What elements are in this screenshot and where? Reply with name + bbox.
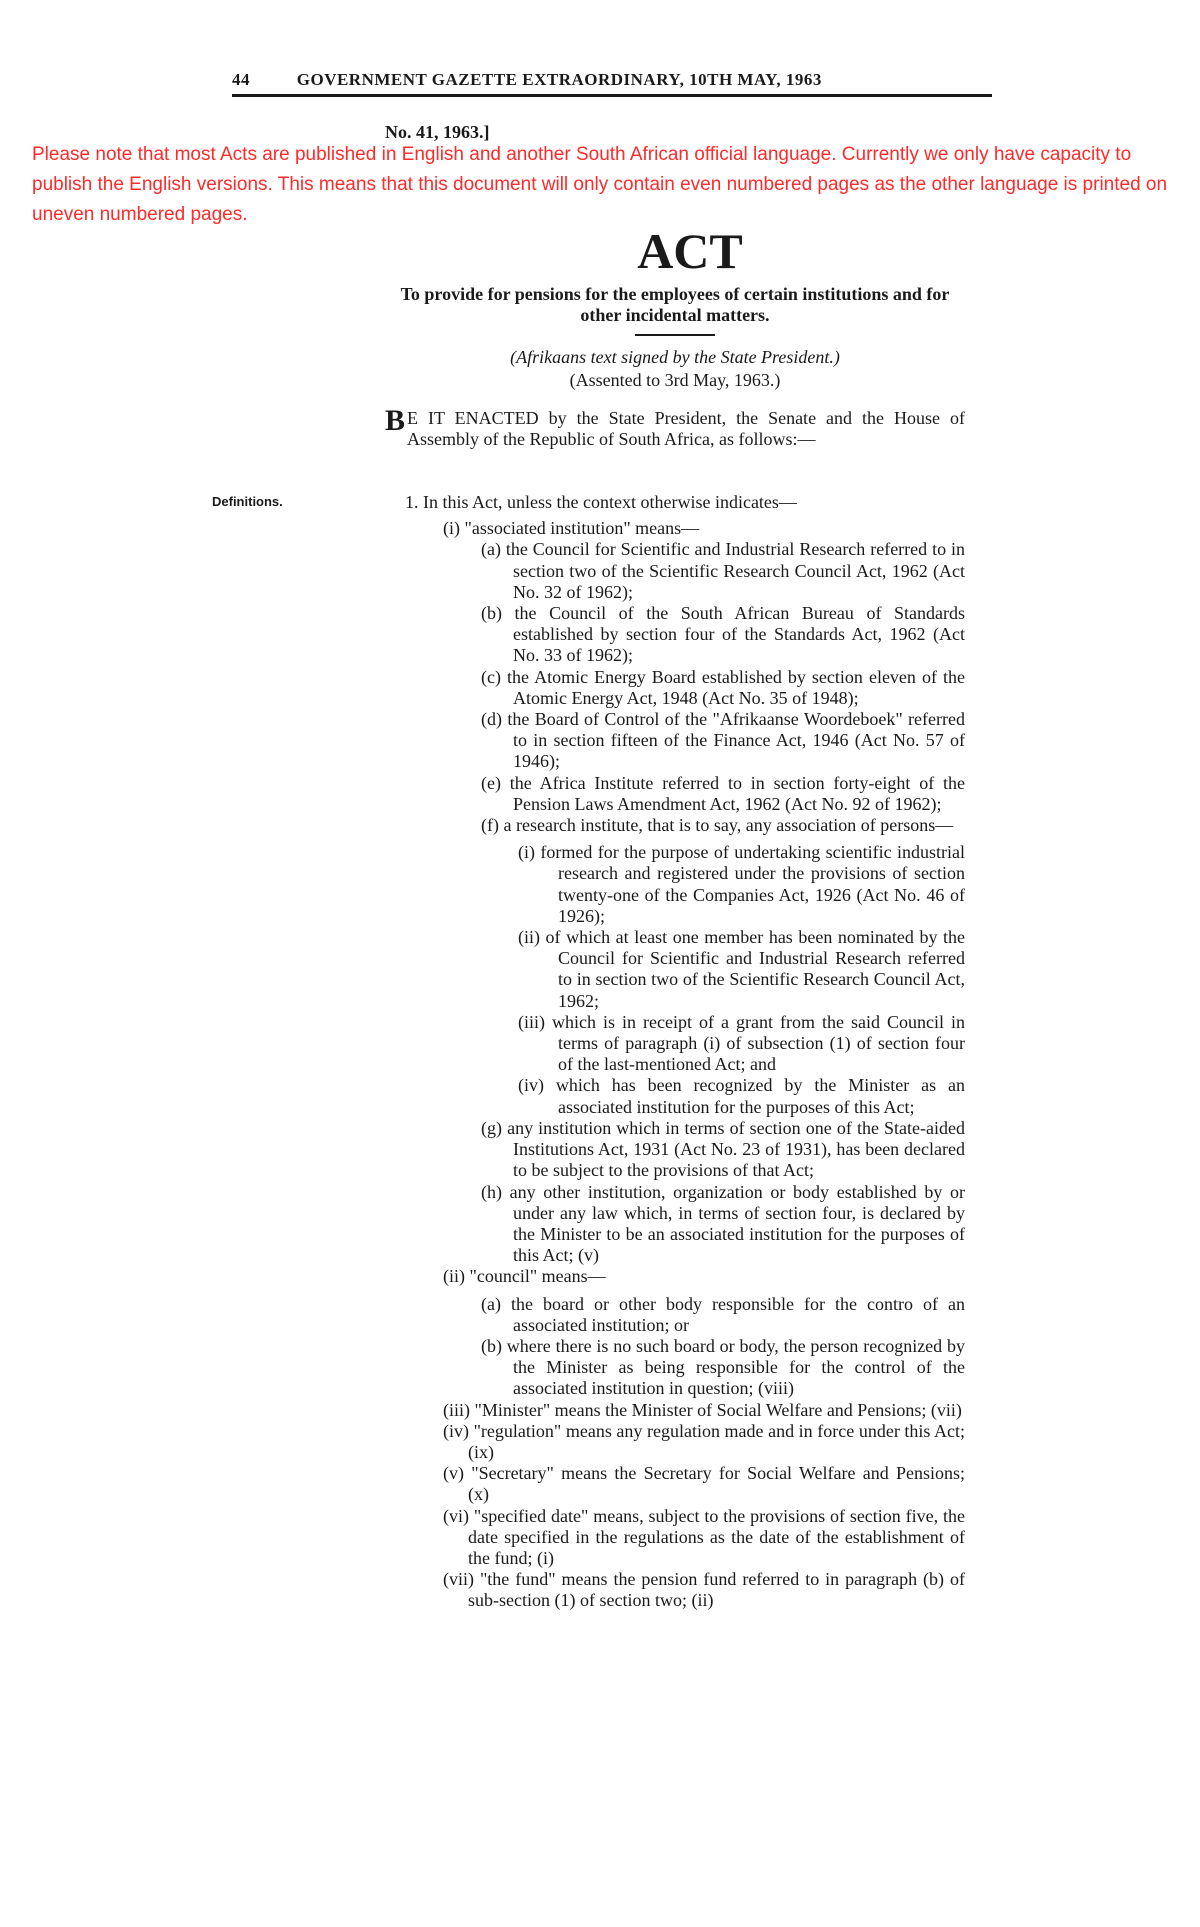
definition-paragraph: (b) the Council of the South African Bureau of Standards established by section four of the Standards Act, 1962 (Act No. 33 of 1962); (481, 603, 965, 666)
page-number: 44 (232, 70, 250, 89)
act-number: No. 41, 1963.] (385, 122, 490, 142)
definition-paragraph: (v) "Secretary" means the Secretary for Social Welfare and Pensions; (x) (443, 1463, 965, 1505)
drop-cap: B (385, 404, 406, 437)
long-title: To provide for pensions for the employees of certain institutions and for other incidental matters. (400, 284, 950, 325)
definition-paragraph: (f) a research institute, that is to say, any association of persons— (481, 815, 954, 836)
definition-paragraph: (iv) which has been recognized by the Minister as an associated institution for the purposes of this Act; (518, 1075, 965, 1117)
definition-paragraph: (c) the Atomic Energy Board established by section eleven of the Atomic Energy Act, 1948 (Act No. 35 of 1948); (481, 666, 965, 708)
enacting-text: E IT ENACTED by the State President, the Senate and the House of Assembly of the Republic of South Africa, as follows:— (407, 408, 965, 449)
enacting-clause (385, 404, 965, 450)
section-body (405, 492, 965, 1612)
definition-paragraph: (a) the Council for Scientific and Industrial Research referred to in section two of the Scientific Research Council Act, 1962 (Act No. 32 of 1962); (481, 539, 965, 602)
definition-paragraph: (iii) which is in receipt of a grant from the said Council in terms of paragraph (i) of subsection (1) of section four of the last-mentioned Act; and (518, 1011, 965, 1075)
act-title: ACT (637, 223, 743, 279)
language-notice: Please note that most Acts are published in English and another South African official language. Currently we only have capacity to publish the English versions. This means that this document will only contain even numbered pages as the other language is printed on uneven numbered pages. (32, 144, 1168, 225)
gazette-header (232, 70, 992, 90)
definitions-list (405, 518, 965, 1611)
definition-paragraph: (vii) "the fund" means the pension fund referred to in paragraph (b) of sub-section (1) of section two; (ii) (443, 1569, 965, 1611)
assent-block (385, 346, 965, 392)
definition-paragraph: (g) any institution which in terms of section one of the State-aided Institutions Act, 1931 (Act No. 23 of 1931), has been declared to be subject to the provisions of that Act; (481, 1117, 965, 1181)
definition-paragraph: (a) the board or other body responsible for the contro of an associated institution; or (481, 1293, 965, 1335)
gazette-title: GOVERNMENT GAZETTE EXTRAORDINARY, 10TH MAY, 1963 (296, 70, 822, 89)
title-divider (635, 334, 715, 336)
signed-note: (Afrikaans text signed by the State President.) (510, 347, 840, 367)
definition-paragraph: (ii) of which at least one member has been nominated by the Council for Scientific and Industrial Research referred to in section two of the Scientific Research Council Act, 1962; (518, 927, 965, 1011)
definition-paragraph: (d) the Board of Control of the "Afrikaanse Woordeboek" referred to in section fifteen of the Finance Act, 1946 (Act No. 57 of 1946); (481, 709, 965, 772)
definition-paragraph: (vi) "specified date" means, subject to the provisions of section five, the date specified in the regulations as the date of the establishment of the fund; (i) (443, 1505, 965, 1568)
section-intro: 1. In this Act, unless the context otherwise indicates— (405, 492, 797, 512)
definition-paragraph: (iv) "regulation" means any regulation made and in force under this Act; (ix) (443, 1420, 965, 1462)
header-rule (232, 94, 992, 97)
definition-paragraph: (h) any other institution, organization or body established by or under any law which, in terms of section four, is declared by the Minister to be an associated institution for the purposes of this Act; (v) (481, 1181, 965, 1266)
definition-paragraph: (b) where there is no such board or body, the person recognized by the Minister as being responsible for the control of the associated institution in question; (viii) (481, 1335, 965, 1399)
definition-paragraph: (e) the Africa Institute referred to in section forty-eight of the Pension Laws Amendment Act, 1962 (Act No. 92 of 1962); (481, 772, 965, 814)
assented-date: (Assented to 3rd May, 1963.) (569, 370, 781, 390)
definition-paragraph: (ii) "council" means— (443, 1266, 606, 1287)
definition-paragraph: (iii) "Minister" means the Minister of Social Welfare and Pensions; (vii) (443, 1399, 962, 1420)
definition-paragraph: (i) "associated institution" means— (443, 518, 700, 539)
definition-paragraph: (i) formed for the purpose of undertaking scientific industrial research and registered under the provisions of section twenty-one of the Companies Act, 1926 (Act No. 46 of 1926); (518, 842, 965, 926)
margin-note-definitions: Definitions. (212, 494, 283, 509)
